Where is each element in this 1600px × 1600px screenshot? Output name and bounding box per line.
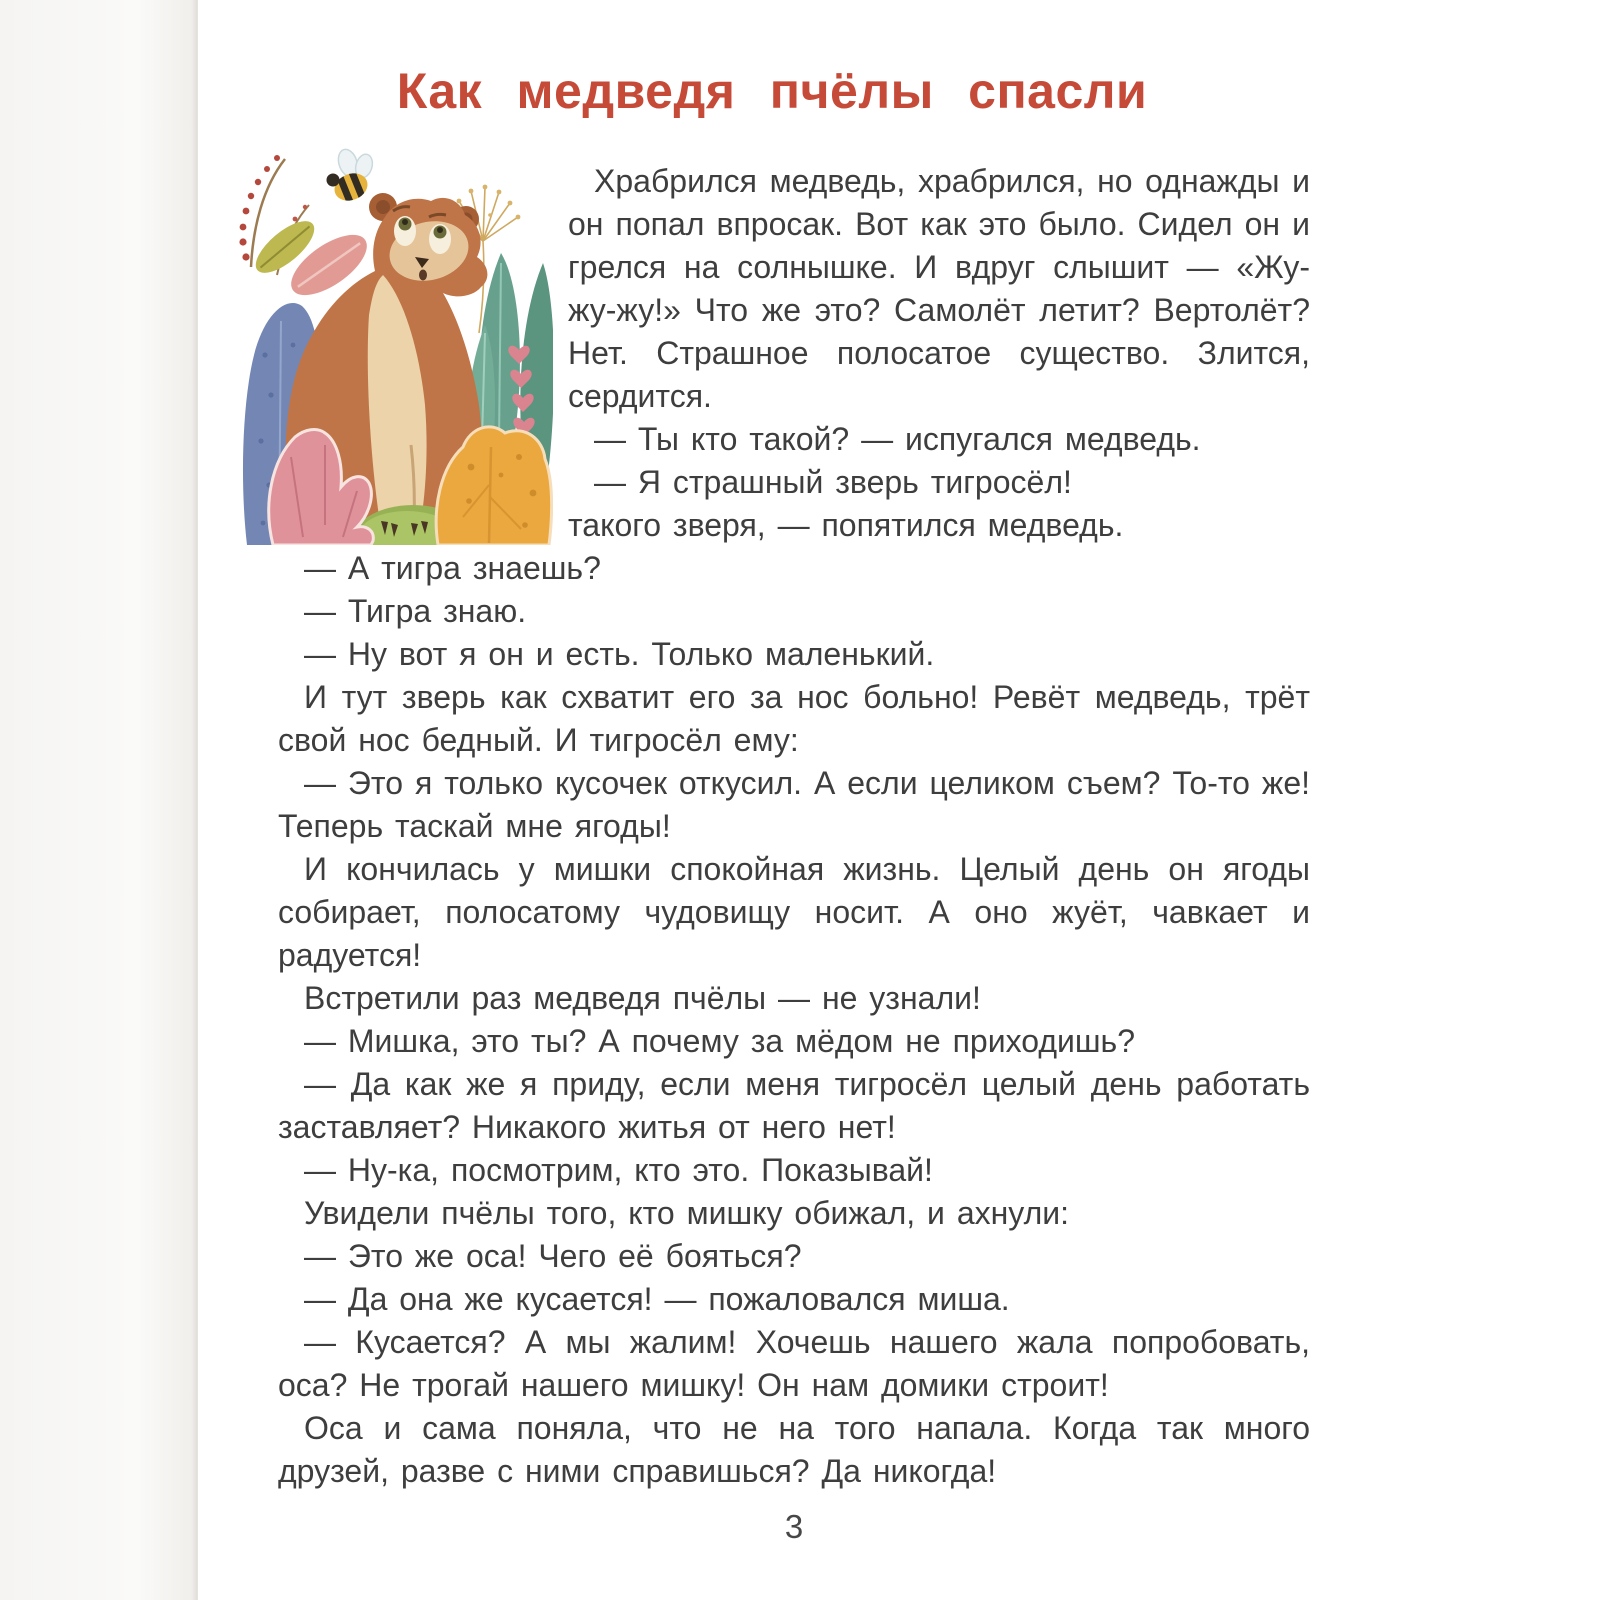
page-edge-shadow bbox=[0, 0, 198, 1600]
story-paragraph: Храбрился медведь, храбрился, но однажды и он попал впросак. Вот как это было. Сидел он и грелся на солнышке. И вдруг слышит — «Жу-жу-жу!» Что же это? Самолёт летит? Вертолёт? Нет. Страшное полосатое существо. Злится, сердится. bbox=[568, 163, 1310, 414]
story-paragraph: — Ты кто такой? — испугался медведь. bbox=[594, 421, 1201, 457]
story-paragraph: — Тигра знаю. bbox=[304, 593, 527, 629]
bee-head bbox=[327, 174, 340, 187]
story-paragraph: — Ну вот я он и есть. Только маленький. bbox=[304, 636, 935, 672]
page-content bbox=[278, 0, 1310, 1493]
story-text bbox=[278, 160, 1310, 1493]
page-number: 3 bbox=[784, 1508, 804, 1545]
story-paragraph: И тут зверь как схватит его за нос больно! Ревёт медведь, трёт свой нос бедный. И тигросёл ему: bbox=[278, 679, 1310, 758]
story-paragraph: — Да как же я приду, если меня тигросёл целый день работать заставляет? Никакого житья от него нет! bbox=[278, 1066, 1310, 1145]
story-paragraph: И кончилась у мишки спокойная жизнь. Целый день он ягоды собирает, полосатому чудовищу носит. А оно жуёт, чавкает и радуется! bbox=[278, 851, 1310, 973]
story-paragraph: — Да она же кусается! — пожаловался миша. bbox=[304, 1281, 1010, 1317]
story-paragraph: — Мишка, это ты? А почему за мёдом не приходишь? bbox=[304, 1023, 1135, 1059]
story-paragraph: — Ну-ка, посмотрим, кто это. Показывай! bbox=[304, 1152, 933, 1188]
bee bbox=[327, 147, 375, 207]
bear-mouth bbox=[419, 270, 427, 281]
story-paragraph: — Кусается? А мы жалим! Хочешь нашего жала попробовать, оса? Не трогай нашего мишку! Он нам домики строит! bbox=[278, 1324, 1310, 1403]
story-paragraph: Встретили раз медведя пчёлы — не узнали! bbox=[304, 980, 981, 1016]
story-title: Как медведя пчёлы спасли bbox=[396, 63, 1148, 119]
story-paragraph: такого зверя, — попятился медведь. bbox=[568, 507, 1124, 543]
story-paragraph: — А тигра знаешь? bbox=[304, 550, 601, 586]
story-paragraph: — Это я только кусочек откусил. А если целиком съем? То-то же! Теперь таскай мне ягоды! bbox=[278, 765, 1310, 844]
story-paragraph: — Я страшный зверь тигросёл! bbox=[594, 464, 1072, 500]
story-paragraph: Оса и сама поняла, что не на того напала. Когда так много друзей, разве с ними справишься? Да никогда! bbox=[278, 1410, 1310, 1489]
story-paragraph: Увидели пчёлы того, кто мишку обижал, и ахнули: bbox=[304, 1195, 1070, 1231]
bear-and-bee-illustration bbox=[233, 145, 553, 545]
story-paragraph: — Это же оса! Чего её бояться? bbox=[304, 1238, 802, 1274]
